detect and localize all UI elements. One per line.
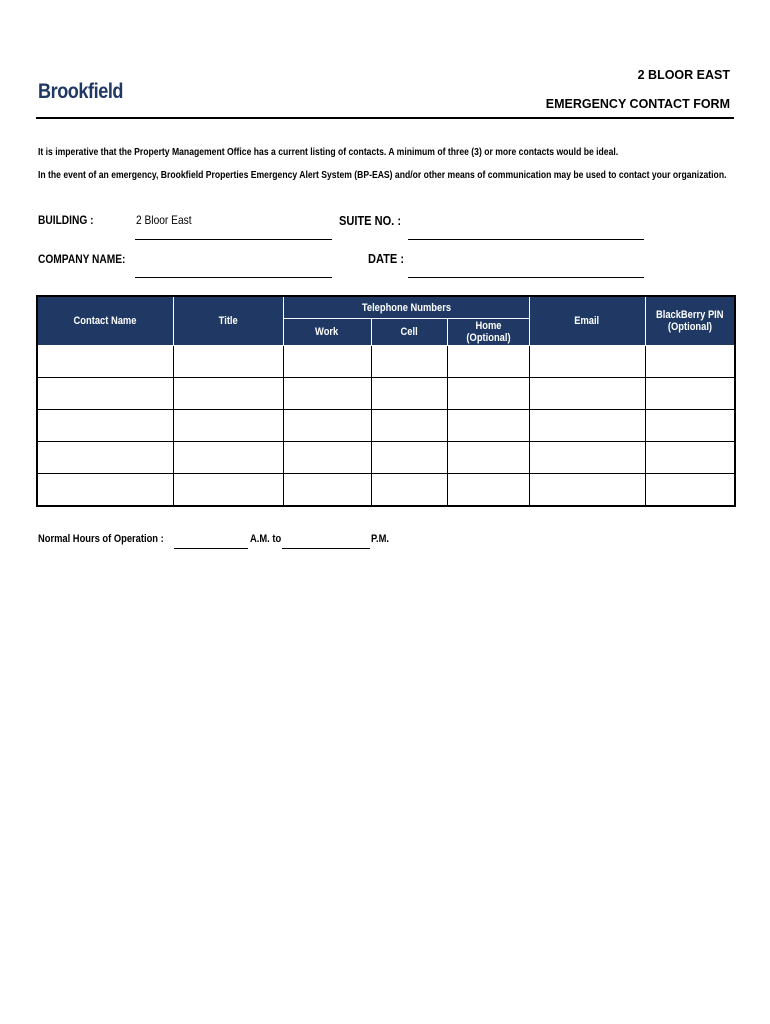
hours-am-label: A.M. to <box>250 533 282 545</box>
cell-contact-name[interactable] <box>37 410 173 442</box>
cell-work[interactable] <box>283 442 371 474</box>
cell-work[interactable] <box>283 474 371 507</box>
date-underline <box>408 277 644 278</box>
cell-home[interactable] <box>447 346 529 378</box>
cell-home[interactable] <box>447 474 529 507</box>
table-row <box>37 346 735 378</box>
col-email: Email <box>529 296 645 346</box>
cell-email[interactable] <box>529 410 645 442</box>
cell-blackberry-pin[interactable] <box>645 346 735 378</box>
cell-contact-name[interactable] <box>37 346 173 378</box>
cell-title[interactable] <box>173 410 283 442</box>
form-title: EMERGENCY CONTACT FORM <box>545 97 730 111</box>
cell-title[interactable] <box>173 474 283 507</box>
cell-contact-name[interactable] <box>37 474 173 507</box>
hours-label: Normal Hours of Operation : <box>38 533 164 545</box>
cell-work[interactable] <box>283 346 371 378</box>
cell-blackberry-pin[interactable] <box>645 442 735 474</box>
suite-label: SUITE NO. : <box>339 213 402 228</box>
building-field[interactable]: 2 Bloor East <box>136 213 192 227</box>
col-telephone-numbers: Telephone Numbers <box>283 296 529 319</box>
hours-close-field[interactable] <box>282 548 370 549</box>
cell-blackberry-pin[interactable] <box>645 378 735 410</box>
col-contact-name: Contact Name <box>37 296 173 346</box>
cell-cell[interactable] <box>371 346 447 378</box>
cell-home[interactable] <box>447 410 529 442</box>
building-underline <box>135 239 332 240</box>
col-title: Title <box>173 296 283 346</box>
cell-contact-name[interactable] <box>37 378 173 410</box>
cell-cell[interactable] <box>371 474 447 507</box>
hours-open-field[interactable] <box>174 548 248 549</box>
col-cell: Cell <box>371 319 447 346</box>
cell-cell[interactable] <box>371 410 447 442</box>
company-label: COMPANY NAME: <box>38 252 126 266</box>
cell-cell[interactable] <box>371 378 447 410</box>
col-work: Work <box>283 319 371 346</box>
company-underline <box>135 277 332 278</box>
cell-title[interactable] <box>173 442 283 474</box>
cell-work[interactable] <box>283 410 371 442</box>
date-label: DATE : <box>368 251 405 266</box>
header-divider <box>36 117 734 119</box>
brookfield-logo: Brookfield <box>38 80 124 103</box>
cell-work[interactable] <box>283 378 371 410</box>
building-heading: 2 BLOOR EAST <box>637 68 730 82</box>
cell-contact-name[interactable] <box>37 442 173 474</box>
cell-title[interactable] <box>173 346 283 378</box>
table-row <box>37 410 735 442</box>
cell-blackberry-pin[interactable] <box>645 474 735 507</box>
table-row <box>37 474 735 507</box>
cell-email[interactable] <box>529 346 645 378</box>
cell-blackberry-pin[interactable] <box>645 410 735 442</box>
hours-pm-label: P.M. <box>371 533 390 545</box>
suite-underline <box>408 239 644 240</box>
cell-home[interactable] <box>447 378 529 410</box>
intro-line-2: In the event of an emergency, Brookfield Properties Emergency Alert System (BP-EAS) and/or other means of communication may be used to contact your organization. <box>38 169 727 181</box>
cell-email[interactable] <box>529 442 645 474</box>
cell-title[interactable] <box>173 378 283 410</box>
contacts-table <box>36 295 736 507</box>
table-row <box>37 442 735 474</box>
col-blackberry-pin: BlackBerry PIN (Optional) <box>645 296 735 346</box>
table-row <box>37 378 735 410</box>
cell-home[interactable] <box>447 442 529 474</box>
cell-cell[interactable] <box>371 442 447 474</box>
col-home: Home (Optional) <box>447 319 529 346</box>
building-label: BUILDING : <box>38 213 94 227</box>
cell-email[interactable] <box>529 474 645 507</box>
cell-email[interactable] <box>529 378 645 410</box>
intro-line-1: It is imperative that the Property Management Office has a current listing of contacts. A minimum of three (3) or more contacts would be ideal. <box>38 146 619 158</box>
